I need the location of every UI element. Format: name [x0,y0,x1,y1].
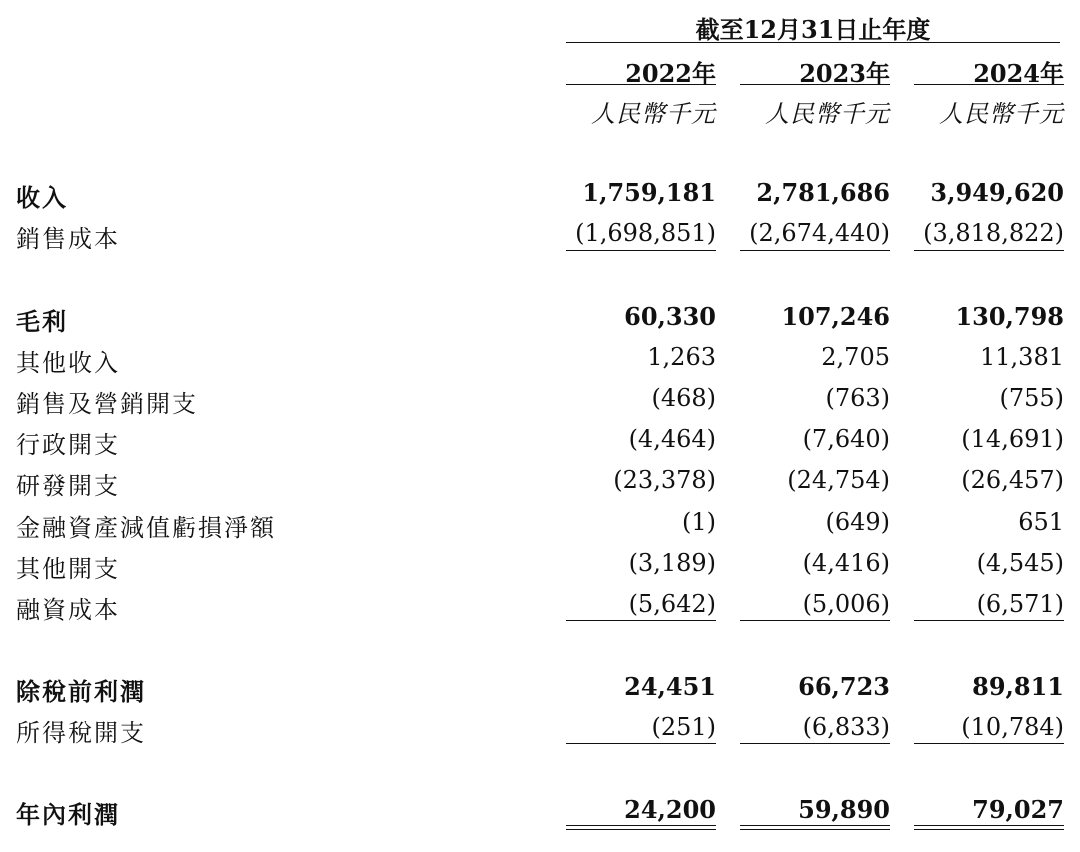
row-impairment-losses [0,508,1080,548]
subtotal-rule [566,250,716,251]
period-header: 截至12月31日止年度 [695,15,931,44]
value-2024: (26,457) [961,466,1064,494]
subtotal-rule [566,743,716,744]
row-finance-costs [0,590,1080,630]
row-label: 銷售及營銷開支 [16,390,198,418]
value-2024: 79,027 [972,795,1064,824]
subtotal-rule [566,620,716,621]
row-profit-before-tax [0,672,1080,712]
value-2022: 24,451 [624,672,716,701]
value-2024: 89,811 [972,672,1064,701]
value-2023: (4,416) [802,549,890,577]
value-2023: 59,890 [798,795,890,824]
unit-2022: 人民幣千元 [591,100,716,128]
row-label: 毛利 [16,307,68,336]
row-label: 除稅前利潤 [16,677,146,706]
value-2023: (5,006) [802,590,890,618]
year-2024-header: 2024年 [973,59,1064,88]
value-2022: (4,464) [628,425,716,453]
row-label: 其他開支 [16,555,120,583]
value-2023: 2,705 [821,343,890,371]
total-double-rule [566,825,716,830]
row-label: 所得稅開支 [16,719,146,747]
value-2022: 24,200 [624,795,716,824]
value-2023: (24,754) [787,466,890,494]
row-label: 年內利潤 [16,800,120,829]
total-double-rule [740,825,890,830]
value-2024: (6,571) [976,590,1064,618]
value-2023: 2,781,686 [756,178,890,207]
value-2024: (4,545) [976,549,1064,577]
value-2022: (468) [651,384,716,412]
value-2022: (5,642) [628,590,716,618]
value-2022: (251) [651,713,716,741]
subtotal-rule [740,250,890,251]
subtotal-rule [914,620,1064,621]
year-rule-2024 [914,84,1064,85]
row-other-expenses [0,549,1080,589]
row-revenue [0,178,1080,218]
value-2022: (23,378) [613,466,716,494]
unit-2023: 人民幣千元 [765,100,890,128]
unit-2024: 人民幣千元 [939,100,1064,128]
subtotal-rule [740,620,890,621]
row-label: 金融資產減值虧損淨額 [16,514,276,542]
value-2024: (10,784) [961,713,1064,741]
row-label: 銷售成本 [16,225,120,253]
year-2023-header: 2023年 [799,59,890,88]
header-rule [566,42,1060,43]
value-2022: (1,698,851) [575,219,716,247]
value-2024: (755) [999,384,1064,412]
row-rd-expenses [0,466,1080,506]
value-2023: (6,833) [802,713,890,741]
value-2022: (3,189) [628,549,716,577]
value-2024: 3,949,620 [930,178,1064,207]
row-label: 收入 [16,183,68,212]
year-rule-2022 [566,84,716,85]
value-2023: (2,674,440) [749,219,890,247]
value-2022: 60,330 [624,302,716,331]
row-cost-of-sales [0,219,1080,259]
value-2024: (14,691) [961,425,1064,453]
row-label: 行政開支 [16,431,120,459]
row-admin-expenses [0,425,1080,465]
value-2023: (649) [825,508,890,536]
subtotal-rule [914,250,1064,251]
value-2023: 107,246 [781,302,890,331]
value-2023: 66,723 [798,672,890,701]
row-gross-profit [0,302,1080,342]
total-double-rule [914,825,1064,830]
value-2022: 1,759,181 [582,178,716,207]
value-2024: 130,798 [955,302,1064,331]
value-2022: (1) [682,508,716,536]
row-selling-expenses [0,384,1080,424]
subtotal-rule [740,743,890,744]
row-label: 融資成本 [16,596,120,624]
subtotal-rule [914,743,1064,744]
row-label: 其他收入 [16,349,120,377]
value-2024: 651 [1018,508,1064,536]
row-label: 研發開支 [16,472,120,500]
value-2024: 11,381 [980,343,1064,371]
year-2022-header: 2022年 [625,59,716,88]
row-other-income [0,343,1080,383]
value-2023: (7,640) [802,425,890,453]
year-rule-2023 [740,84,890,85]
value-2022: 1,263 [647,343,716,371]
row-income-tax [0,713,1080,753]
value-2024: (3,818,822) [923,219,1064,247]
value-2023: (763) [825,384,890,412]
